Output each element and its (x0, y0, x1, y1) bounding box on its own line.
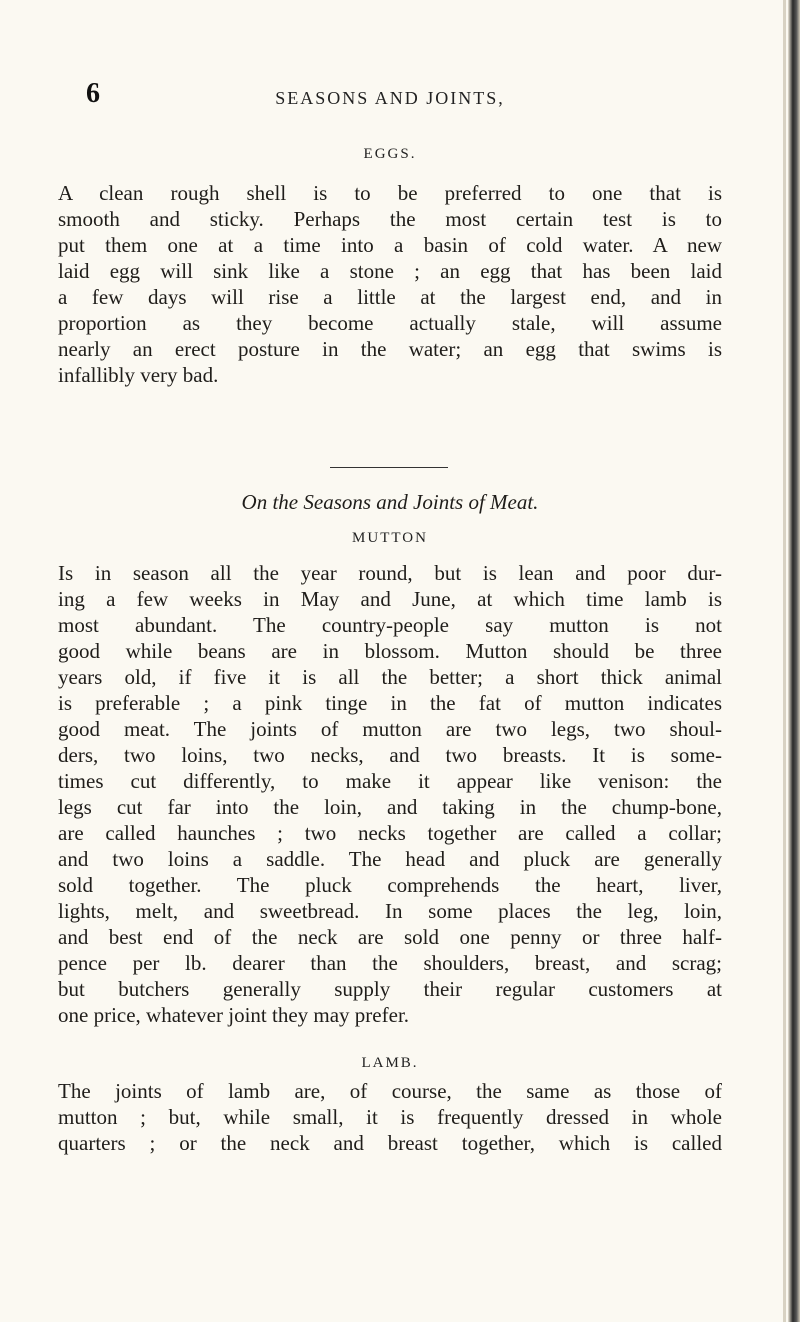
text-line: ing a few weeks in May and June, at which time lamb is (58, 587, 722, 611)
text-line: good while beans are in blossom. Mutton should be three (58, 639, 722, 663)
text-line: pence per lb. dearer than the shoulders, breast, and scrag; (58, 951, 722, 975)
lamb-heading: LAMB. (361, 1055, 419, 1071)
text-line: a few days will rise a little at the largest end, and in (58, 285, 722, 309)
text-line: infallibly very bad. (58, 363, 219, 387)
text-line: and best end of the neck are sold one penny or three half- (58, 925, 722, 949)
text-line: smooth and sticky. Perhaps the most certain test is to (58, 207, 722, 231)
text-line: is preferable ; a pink tinge in the fat of mutton indicates (58, 691, 722, 715)
text-line: laid egg will sink like a stone ; an egg that has been laid (58, 259, 722, 283)
text-line: one price, whatever joint they may prefer. (58, 1003, 410, 1027)
text-line: proportion as they become actually stale, will assume (58, 311, 722, 335)
page-edge-shadow (783, 0, 786, 1322)
section-divider (330, 467, 448, 468)
text-line: A clean rough shell is to be preferred to one that is (58, 181, 722, 205)
eggs-heading: EGGS. (363, 146, 417, 162)
mutton-heading: MUTTON (352, 530, 428, 546)
text-line: Is in season all the year round, but is lean and poor dur- (58, 561, 722, 585)
text-line: put them one at a time into a basin of cold water. A new (58, 233, 722, 257)
text-line: lights, melt, and sweetbread. In some places the leg, loin, (58, 899, 722, 923)
text-line: and two loins a saddle. The head and pluck are generally (58, 847, 722, 871)
text-line: sold together. The pluck comprehends the heart, liver, (58, 873, 722, 897)
text-line: nearly an erect posture in the water; an egg that swims is (58, 337, 722, 361)
page-number: 6 (86, 78, 100, 109)
text-line: The joints of lamb are, of course, the same as those of (58, 1079, 722, 1103)
lamb-paragraph (58, 1078, 722, 1156)
text-line: legs cut far into the loin, and taking in the chump-bone, (58, 795, 722, 819)
eggs-paragraph (58, 180, 722, 388)
text-line: are called haunches ; two necks together are called a collar; (58, 821, 722, 845)
text-line: years old, if five it is all the better; a short thick animal (58, 665, 722, 689)
text-line: times cut differently, to make it appear like venison: the (58, 769, 722, 793)
running-head: SEASONS AND JOINTS, (275, 88, 505, 108)
text-line: mutton ; but, while small, it is frequently dressed in whole (58, 1105, 722, 1129)
text-line: most abundant. The country-people say mutton is not (58, 613, 722, 637)
page-edge-binding (788, 0, 800, 1322)
text-line: quarters ; or the neck and breast together, which is called (58, 1131, 722, 1155)
text-line: ders, two loins, two necks, and two breasts. It is some- (58, 743, 722, 767)
mutton-paragraph (58, 560, 722, 1028)
meat-seasons-title: On the Seasons and Joints of Meat. (241, 490, 539, 514)
text-line: good meat. The joints of mutton are two legs, two shoul- (58, 717, 722, 741)
text-line: but butchers generally supply their regular customers at (58, 977, 722, 1001)
